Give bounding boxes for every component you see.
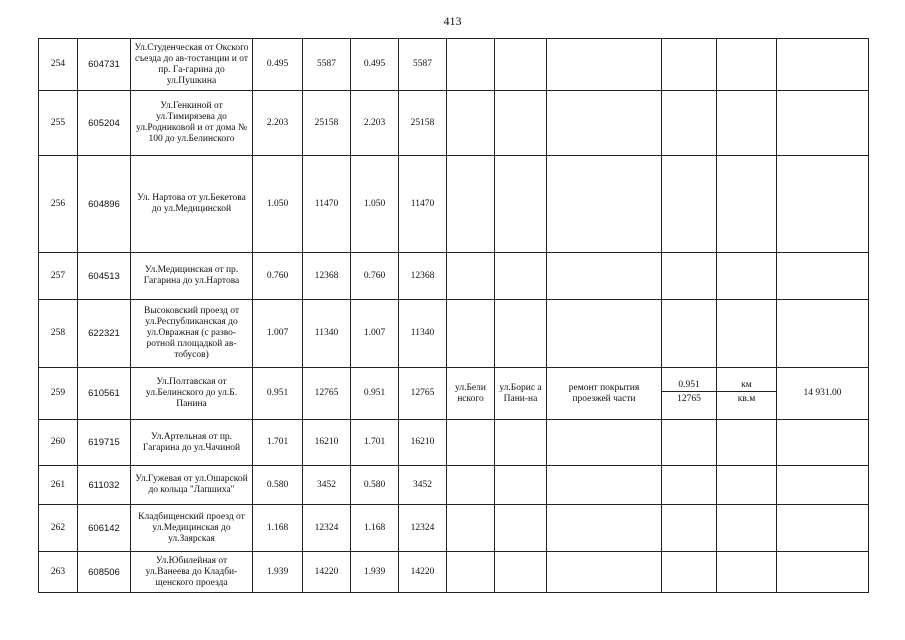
empty-cell [717, 253, 777, 300]
street-description: Ул.Артельная от пр. Гагарина до ул.Чачиной [131, 420, 253, 466]
table-row [39, 552, 869, 593]
length-km-2: 2.203 [351, 91, 399, 156]
road-code: 606142 [78, 505, 131, 552]
length-km: 1.701 [253, 420, 303, 466]
work-length: 0.951 [662, 380, 716, 392]
table-row [39, 368, 869, 420]
empty-cell [662, 505, 717, 552]
length-km: 2.203 [253, 91, 303, 156]
area-sqm-2: 16210 [399, 420, 447, 466]
street-description: Ул.Студенческая от Окского съезда до ав-тостанции и от пр. Га-гарина до ул.Пушкина [131, 39, 253, 91]
empty-cell [447, 253, 495, 300]
empty-cell [777, 300, 869, 368]
table-row [39, 505, 869, 552]
length-km-2: 0.580 [351, 466, 399, 505]
table-row [39, 253, 869, 300]
empty-cell [777, 253, 869, 300]
empty-cell [447, 156, 495, 253]
empty-cell [717, 466, 777, 505]
empty-cell [717, 420, 777, 466]
unit-area: кв.м [737, 394, 756, 404]
road-code: 604513 [78, 253, 131, 300]
length-km: 0.951 [253, 368, 303, 420]
empty-cell [547, 253, 662, 300]
area-sqm: 25158 [303, 91, 351, 156]
length-km: 0.495 [253, 39, 303, 91]
area-sqm-2: 14220 [399, 552, 447, 593]
length-km: 1.007 [253, 300, 303, 368]
empty-cell [495, 156, 547, 253]
length-km-2: 1.701 [351, 420, 399, 466]
road-code: 604731 [78, 39, 131, 91]
street-description: Ул.Генкиной от ул.Тимирязева до ул.Родниковой и от дома № 100 до ул.Белинского [131, 91, 253, 156]
area-sqm: 11470 [303, 156, 351, 253]
road-code: 611032 [78, 466, 131, 505]
row-number: 255 [39, 91, 78, 156]
length-km-2: 1.007 [351, 300, 399, 368]
empty-cell [447, 420, 495, 466]
row-number: 261 [39, 466, 78, 505]
empty-cell [662, 466, 717, 505]
street-description: Ул.Юбилейная от ул.Ванеева до Кладби-щенского проезда [131, 552, 253, 593]
road-code: 619715 [78, 420, 131, 466]
empty-cell [717, 39, 777, 91]
area-sqm: 12324 [303, 505, 351, 552]
empty-cell [717, 91, 777, 156]
row-number: 263 [39, 552, 78, 593]
street-description: Ул.Медицинская от пр. Гагарина до ул.Нартова [131, 253, 253, 300]
row-number: 262 [39, 505, 78, 552]
empty-cell [547, 91, 662, 156]
table-row [39, 156, 869, 253]
empty-cell [777, 466, 869, 505]
road-code: 622321 [78, 300, 131, 368]
length-km-2: 0.760 [351, 253, 399, 300]
street-description: Ул. Нартова от ул.Бекетова до ул.Медицинской [131, 156, 253, 253]
area-sqm-2: 11340 [399, 300, 447, 368]
area-sqm-2: 25158 [399, 91, 447, 156]
street-description: Высоковский проезд от ул.Республиканская до ул.Овражная (с разво-ротной площадкой ав-тобусов) [131, 300, 253, 368]
empty-cell [662, 420, 717, 466]
row-number: 257 [39, 253, 78, 300]
street-description: Кладбищенский проезд от ул.Медицинская до ул.Заярская [131, 505, 253, 552]
empty-cell [777, 420, 869, 466]
page-number: 413 [443, 14, 462, 28]
length-km-2: 1.939 [351, 552, 399, 593]
table-row [39, 300, 869, 368]
table-body [39, 39, 869, 593]
row-number: 254 [39, 39, 78, 91]
area-sqm: 3452 [303, 466, 351, 505]
empty-cell [495, 91, 547, 156]
area-sqm-2: 3452 [399, 466, 447, 505]
empty-cell [662, 253, 717, 300]
empty-cell [447, 39, 495, 91]
repair-from: ул.Бели нского [447, 368, 495, 420]
empty-cell [777, 156, 869, 253]
table-row [39, 39, 869, 91]
length-km-2: 1.168 [351, 505, 399, 552]
table-row [39, 466, 869, 505]
road-code: 605204 [78, 91, 131, 156]
empty-cell [547, 300, 662, 368]
unit-stack [717, 380, 776, 408]
empty-cell [547, 156, 662, 253]
area-sqm-2: 12324 [399, 505, 447, 552]
row-number: 258 [39, 300, 78, 368]
empty-cell [777, 39, 869, 91]
unit-length: км [717, 380, 776, 392]
empty-cell [495, 505, 547, 552]
area-sqm: 12368 [303, 253, 351, 300]
area-sqm: 5587 [303, 39, 351, 91]
empty-cell [447, 466, 495, 505]
area-sqm-2: 12368 [399, 253, 447, 300]
road-code: 608506 [78, 552, 131, 593]
area-sqm: 14220 [303, 552, 351, 593]
area-sqm: 16210 [303, 420, 351, 466]
empty-cell [495, 552, 547, 593]
work-volume-stack [662, 380, 716, 408]
row-number: 256 [39, 156, 78, 253]
area-sqm: 11340 [303, 300, 351, 368]
empty-cell [662, 552, 717, 593]
empty-cell [447, 91, 495, 156]
length-km: 0.760 [253, 253, 303, 300]
row-number: 260 [39, 420, 78, 466]
length-km-2: 1.050 [351, 156, 399, 253]
empty-cell [547, 505, 662, 552]
length-km: 1.168 [253, 505, 303, 552]
empty-cell [662, 91, 717, 156]
table-row [39, 91, 869, 156]
work-area: 12765 [677, 394, 701, 404]
length-km-2: 0.495 [351, 39, 399, 91]
empty-cell [547, 466, 662, 505]
repair-to: ул.Борис а Пани-на [495, 368, 547, 420]
empty-cell [447, 552, 495, 593]
length-km: 1.050 [253, 156, 303, 253]
empty-cell [495, 253, 547, 300]
empty-cell [547, 420, 662, 466]
length-km-2: 0.951 [351, 368, 399, 420]
area-sqm: 12765 [303, 368, 351, 420]
length-km: 0.580 [253, 466, 303, 505]
empty-cell [717, 300, 777, 368]
empty-cell [717, 156, 777, 253]
cost: 14 931.00 [777, 368, 869, 420]
empty-cell [777, 552, 869, 593]
row-number: 259 [39, 368, 78, 420]
empty-cell [777, 91, 869, 156]
work-volume-cell [662, 368, 717, 420]
table-row [39, 420, 869, 466]
roads-table [38, 38, 869, 593]
empty-cell [777, 505, 869, 552]
empty-cell [717, 505, 777, 552]
empty-cell [495, 466, 547, 505]
empty-cell [447, 300, 495, 368]
empty-cell [495, 39, 547, 91]
empty-cell [717, 552, 777, 593]
empty-cell [495, 420, 547, 466]
length-km: 1.939 [253, 552, 303, 593]
empty-cell [495, 300, 547, 368]
empty-cell [547, 552, 662, 593]
street-description: Ул.Гужевая от ул.Ошарской до кольца "Лапшиха" [131, 466, 253, 505]
empty-cell [547, 39, 662, 91]
empty-cell [662, 39, 717, 91]
work-type: ремонт покрытия проезжей части [547, 368, 662, 420]
empty-cell [447, 505, 495, 552]
empty-cell [662, 300, 717, 368]
area-sqm-2: 5587 [399, 39, 447, 91]
road-code: 610561 [78, 368, 131, 420]
empty-cell [662, 156, 717, 253]
area-sqm-2: 11470 [399, 156, 447, 253]
unit-cell [717, 368, 777, 420]
area-sqm-2: 12765 [399, 368, 447, 420]
street-description: Ул.Полтавская от ул.Белинского до ул.Б. Панина [131, 368, 253, 420]
road-code: 604896 [78, 156, 131, 253]
